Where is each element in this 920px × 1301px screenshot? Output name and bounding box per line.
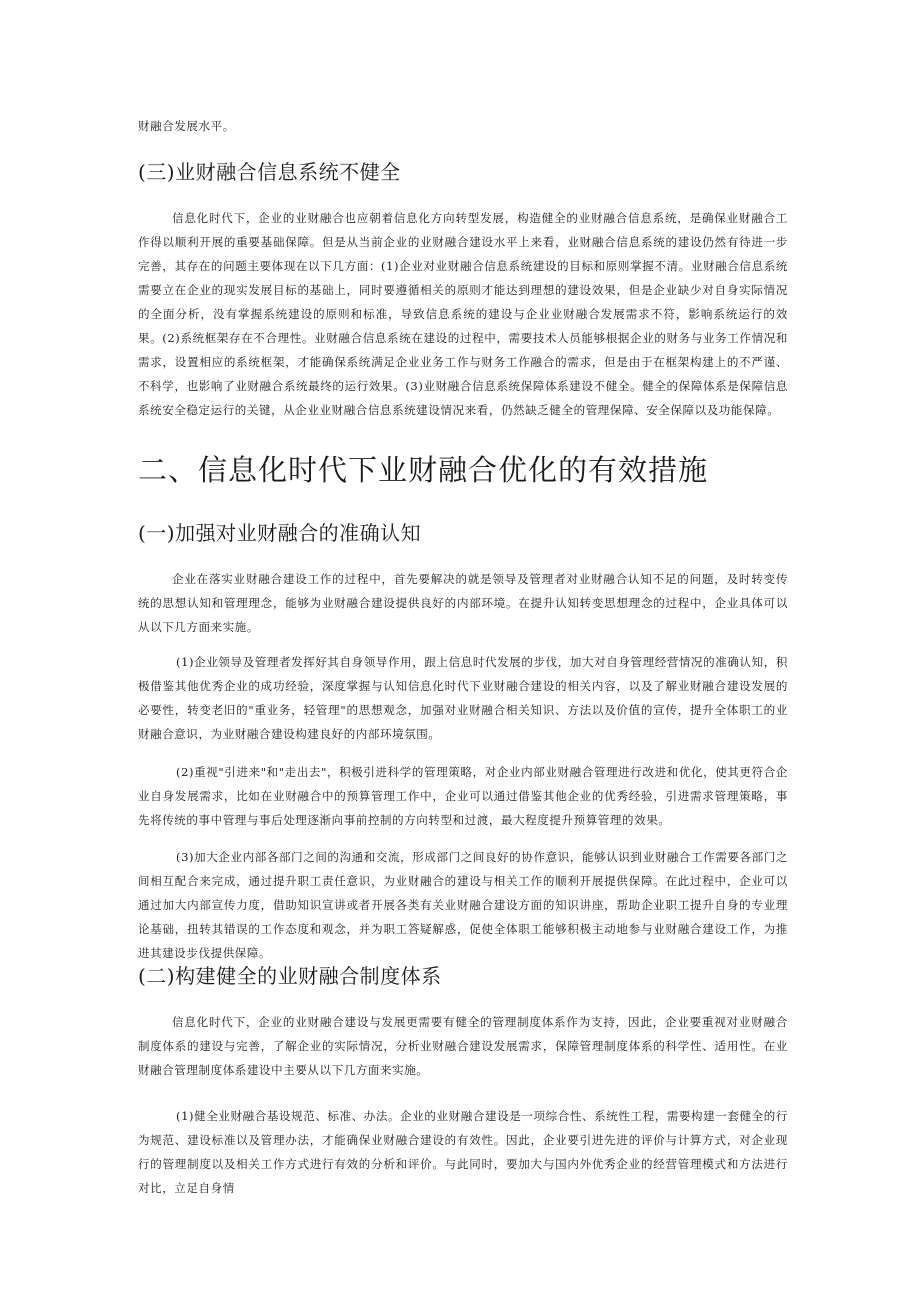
- sub1-item2-paragraph: (2)重视"引进来"和"走出去"，积极引进科学的管理策略，对企业内部业财融合管理进行改进和优化，使其更符合企业自身发展需求，比如在业财融合中的预算管理工作中，企业可以通过借鉴其他企业的优秀经验，引进需求管理策略，事先将传统的事中管理与事后处理逐渐向事前控制的方向转型和过渡，最大程度提升预算管理的效果。: [138, 765, 788, 827]
- section3-paragraph: 信息化时代下，企业的业财融合也应朝着信息化方向转型发展，构造健全的业财融合信息系统，是确保业财融合工作得以顺利开展的重要基础保障。但是从当前企业的业财融合建设水平上来看，业财融合信息系统的建设仍然有待进一步完善，其存在的问题主要体现在以下几方面：(1)企业对业财融合信息系统建设的目标和原则掌握不清。业财融合信息系统需要立在企业的现实发展目标的基础上，同时要遵循相关的原则才能达到理想的建设效果，但是企业缺少对自身实际情况的全面分析，没有掌握系统建设的原则和标准，导致信息系统的建设与企业业财融合发展需求不符，影响系统运行的效果。(2)系统框架存在不合理性。业财融合信息系统在建设的过程中，需要技术人员能够根据企业的财务与业务工作情况和需求，设置相应的系统框架，才能确保系统满足企业业务工作与财务工作融合的需求，但是由于在框架构建上的不严谨、不科学，也影响了业财融合系统最终的运行效果。(3)业财融合信息系统保障体系建设不健全。健全的保障体系是保障信息系统安全稳定运行的关键，从企业业财融合信息系统建设情况来看，仍然缺乏健全的管理保障、安全保障以及功能保障。: [138, 211, 788, 417]
- section3-heading: (三)业财融合信息系统不健全: [138, 160, 401, 184]
- sub2-intro-paragraph: 信息化时代下，企业的业财融合建设与发展更需要有健全的管理制度体系作为支持，因此，企业要重视对业财融合制度体系的建设与完善，了解企业的实际情况，分析业财融合建设发展需求，保障管理制度体系的科学性、适用性。在业财融合管理制度体系建设中主要从以下几方面来实施。: [138, 1015, 788, 1077]
- chapter2-heading: 二、信息化时代下业财融合优化的有效措施: [138, 453, 709, 487]
- sub1-heading: (一)加强对业财融合的准确认知: [138, 521, 422, 545]
- sub1-intro-paragraph: 企业在落实业财融合建设工作的过程中，首先要解决的就是领导及管理者对业财融合认知不足的问题，及时转变传统的思想认知和管理理念，能够为业财融合建设提供良好的内部环境。在提升认知转变思想理念的过程中，企业具体可以从以下几方面来实施。: [138, 572, 788, 634]
- sub1-item3-paragraph: (3)加大企业内部各部门之间的沟通和交流，形成部门之间良好的协作意识，能够认识到业财融合工作需要各部门之间相互配合来完成，通过提升职工责任意识，为业财融合的建设与相关工作的顺利开展提供保障。在此过程中，企业可以通过加大内部宣传力度，借助知识宣讲或者开展各类有关业财融合建设方面的知识讲座，帮助企业职工提升自身的专业理论基础，扭转其错误的工作态度和观念，并为职工答疑解惑，促使全体职工能够积极主动地参与业财融合建设工作，为推进其建设步伐提供保障。: [138, 850, 788, 960]
- intro-tail-paragraph: 财融合发展水平。: [138, 119, 235, 133]
- sub1-item1-paragraph: (1)企业领导及管理者发挥好其自身领导作用，跟上信息时代发展的步伐，加大对自身管理经营情况的准确认知，积极借鉴其他优秀企业的成功经验，深度掌握与认知信息化时代下业财融合建设的相关内容，以及了解业财融合建设发展的必要性，转变老旧的"重业务，轻管理"的思想观念，加强对业财融合相关知识、方法以及价值的宣传，提升全体职工的业财融合意识，为业财融合建设构建良好的内部环境氛围。: [138, 655, 788, 741]
- sub2-item1-paragraph: (1)健全业财融合基设规范、标准、办法。企业的业财融合建设是一项综合性、系统性工程，需要构建一套健全的行为规范、建设标准以及管理办法，才能确保业财融合建设的有效性。因此，企业要引进先进的评价与计算方式，对企业现行的管理制度以及相关工作方式进行有效的分析和评价。与此同时，要加大与国内外优秀企业的经营管理模式和方法进行对比，立足自身情: [138, 1109, 788, 1195]
- sub2-heading: (二)构建健全的业财融合制度体系: [138, 964, 442, 988]
